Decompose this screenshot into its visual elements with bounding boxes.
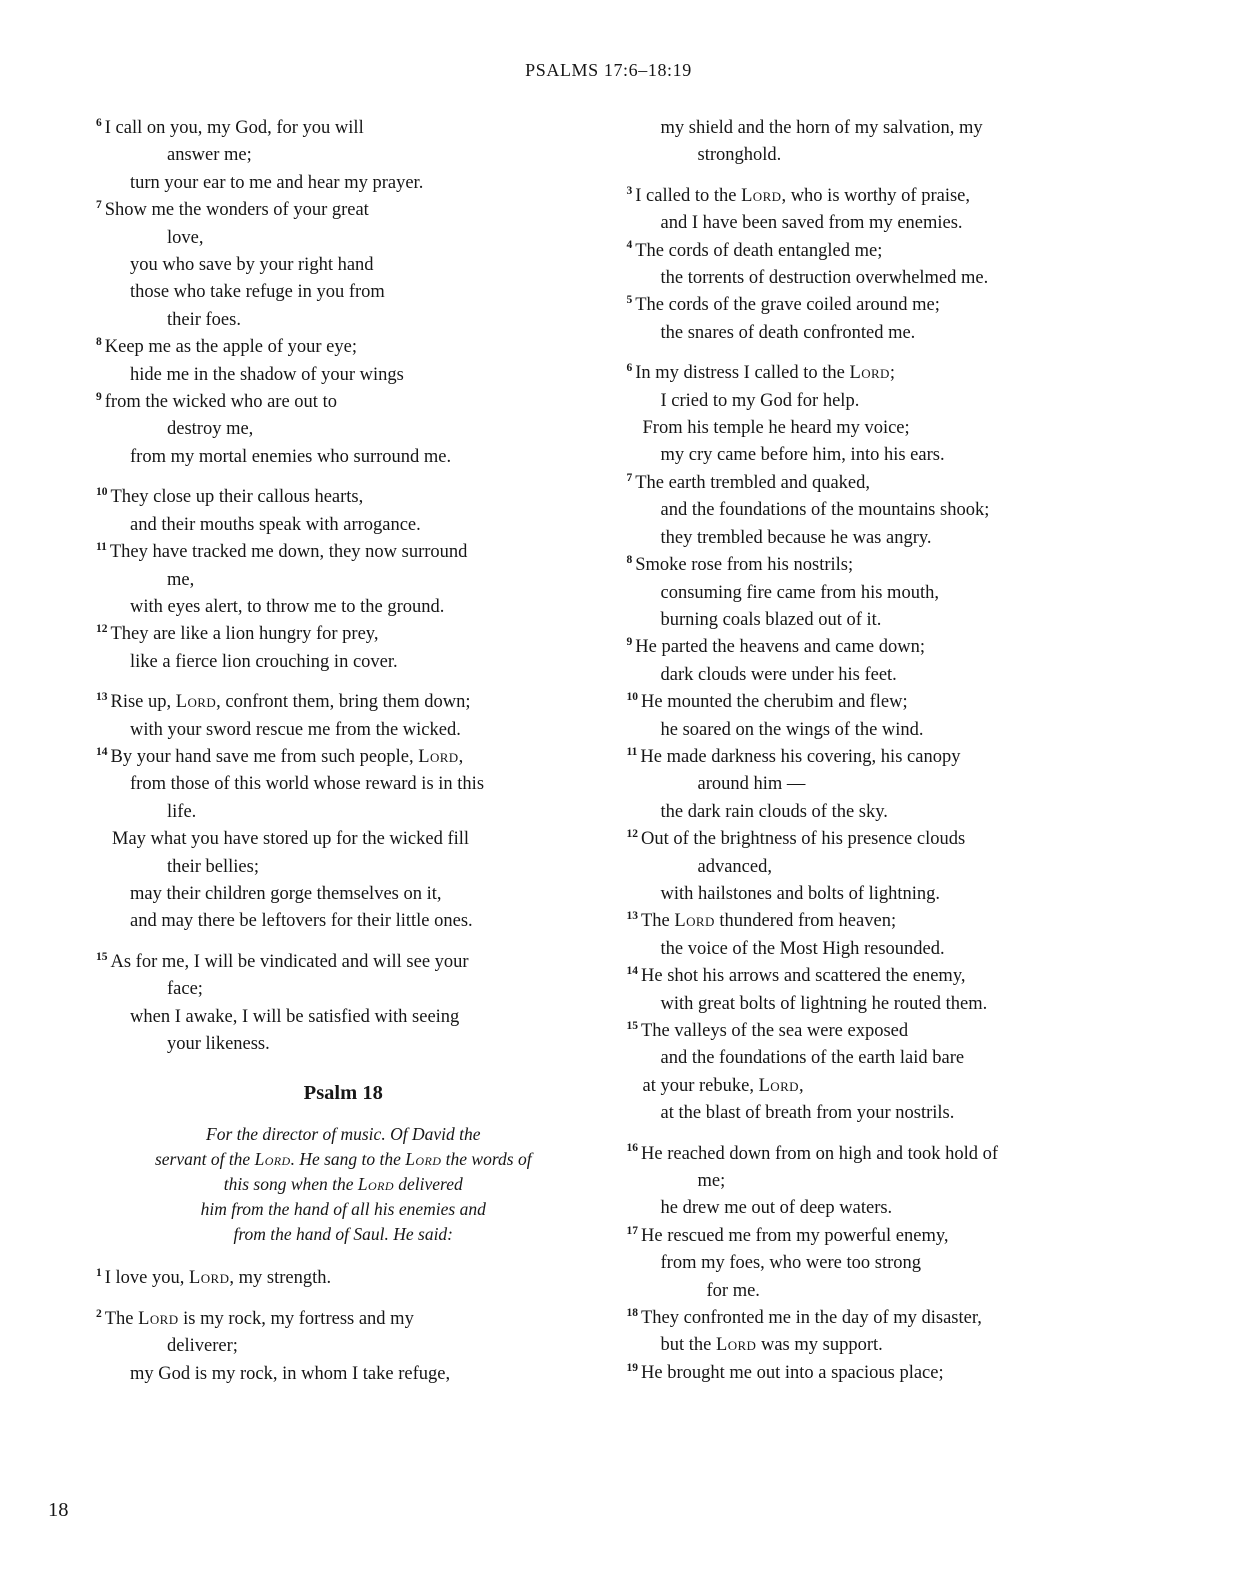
verse-number: 12	[96, 623, 108, 636]
verse-line: and the foundations of the mountains shook;	[660, 500, 990, 521]
stanza	[96, 689, 591, 936]
verse-line: the torrents of destruction overwhelmed me.	[660, 268, 989, 289]
stanza	[96, 1265, 591, 1292]
verse-number: 15	[626, 1019, 638, 1032]
verse-line: $^{12}$ They are like a lion hungry for prey,	[96, 623, 379, 645]
divine-name-small-caps: Lord	[758, 1075, 799, 1096]
verse-line: answer me;	[167, 145, 252, 166]
verse-line: $^{15}$ As for me, I will be vindicated and will see your	[96, 950, 469, 972]
verse-number: 8	[96, 336, 102, 349]
stanza	[96, 484, 591, 676]
verse-line: $^{16}$ He reached down from on high and took hold of	[626, 1142, 999, 1164]
verse-line: $^4$ The cords of death entangled me;	[626, 239, 883, 261]
verse-number: 5	[626, 294, 633, 307]
verse-number: 9	[626, 636, 633, 649]
verse-line: when I awake, I will be satisfied with seeing	[130, 1006, 460, 1027]
verse-line: $^{11}$ He made darkness his covering, his canopy	[626, 745, 961, 767]
divine-name-small-caps: Lord	[849, 363, 890, 384]
verse-line: their foes.	[167, 309, 241, 330]
verse-line: dark clouds were under his feet.	[660, 664, 897, 685]
verse-line: he drew me out of deep waters.	[660, 1198, 893, 1219]
verse-number: 7	[96, 199, 102, 212]
verse-line: at the blast of breath from your nostrils.	[660, 1103, 955, 1124]
verse-number: 12	[626, 828, 638, 840]
verse-line: $^5$ The cords of the grave coiled around me;	[626, 294, 940, 316]
verse-line: they trembled because he was angry.	[660, 527, 932, 548]
verse-line: you who save by your right hand	[130, 255, 374, 276]
stanza	[96, 1306, 591, 1388]
verse-line: $^6$ I call on you, my God, for you will	[96, 116, 364, 138]
divine-name-small-caps: Lord	[405, 1149, 442, 1170]
divine-name-small-caps: Lord	[418, 746, 459, 767]
verse-line: and I have been saved from my enemies.	[660, 213, 963, 234]
verse-line: $^{17}$ He rescued me from my powerful enemy,	[626, 1224, 949, 1246]
verse-line: deliverer;	[167, 1336, 238, 1357]
divine-name-small-caps: Lord	[254, 1149, 291, 1170]
verse-line: he soared on the wings of the wind.	[660, 719, 924, 740]
verse-number: 7	[626, 471, 633, 484]
verse-line: $^{10}$ They close up their callous hearts,	[96, 486, 364, 508]
verse-number: 11	[626, 745, 638, 758]
superscription-line: this song when the Lord delivered	[223, 1174, 463, 1195]
verse-number: 13	[626, 910, 638, 923]
divine-name-small-caps: Lord	[189, 1268, 230, 1289]
verse-line: at your rebuke, Lord,	[642, 1075, 804, 1096]
right-column	[627, 115, 1122, 1401]
verse-line: $^{10}$ He mounted the cherubim and flew;	[626, 690, 908, 713]
superscription-line: For the director of music. Of David the	[206, 1124, 481, 1145]
superscription-line: from the hand of Saul. He said:	[233, 1224, 454, 1245]
superscription-line: him from the hand of all his enemies and	[200, 1199, 486, 1220]
stanza	[627, 183, 1122, 347]
verse-line: my God is my rock, in whom I take refuge,	[130, 1363, 451, 1384]
divine-name-small-caps: Lord	[138, 1308, 179, 1329]
verse-line: May what you have stored up for the wicked fill	[112, 829, 470, 850]
page-number: 18	[48, 1499, 69, 1521]
verse-line: $^{18}$ They confronted me in the day of my disaster,	[626, 1306, 982, 1329]
verse-number: 14	[626, 965, 638, 978]
verse-line: $^6$ In my distress I called to the Lord;	[626, 362, 895, 384]
verse-line: $^{13}$ The Lord thundered from heaven;	[626, 910, 897, 932]
verse-line: your likeness.	[167, 1034, 270, 1054]
verse-number: 13	[96, 690, 108, 703]
verse-line: $^{13}$ Rise up, Lord, confront them, bring them down;	[96, 690, 471, 713]
stanza	[627, 360, 1122, 1127]
verse-line: $^{14}$ He shot his arrows and scattered the enemy,	[626, 965, 966, 987]
divine-name-small-caps: Lord	[716, 1335, 757, 1356]
verse-number: 16	[626, 1142, 638, 1155]
verse-number: 18	[626, 1306, 638, 1319]
verse-line: $^1$ I love you, Lord, my strength.	[96, 1267, 332, 1289]
verse-line: $^8$ Smoke rose from his nostrils;	[626, 553, 854, 576]
verse-line: $^{12}$ Out of the brightness of his presence clouds	[626, 828, 966, 850]
stanza	[627, 1141, 1122, 1388]
verse-line: turn your ear to me and hear my prayer.	[130, 172, 424, 193]
verse-number: 2	[96, 1307, 102, 1320]
verse-line: hide me in the shadow of your wings	[130, 364, 404, 385]
verse-line: those who take refuge in you from	[130, 282, 385, 303]
verse-line: the dark rain clouds of the sky.	[660, 801, 888, 822]
divine-name-small-caps: Lord	[741, 185, 782, 206]
verse-line: around him —	[697, 774, 806, 795]
verse-line: $^{15}$ The valleys of the sea were exposed	[626, 1019, 909, 1041]
verse-line: $^8$ Keep me as the apple of your eye;	[96, 336, 357, 358]
verse-line: with hailstones and bolts of lightning.	[660, 883, 941, 904]
verse-line: $^7$ The earth trembled and quaked,	[626, 471, 870, 493]
verse-line: burning coals blazed out of it.	[660, 609, 882, 630]
verse-line: $^{14}$ By your hand save me from such people, Lord,	[96, 745, 464, 767]
verse-line: from my foes, who were too strong	[660, 1253, 921, 1274]
psalm-superscription	[96, 1122, 591, 1247]
verse-line: destroy me,	[167, 419, 254, 440]
verse-line: their bellies;	[167, 856, 259, 877]
text-columns	[96, 115, 1121, 1401]
verse-line: life.	[167, 801, 197, 822]
psalm-heading: Psalm 18	[303, 1082, 383, 1105]
verse-line: From his temple he heard my voice;	[642, 418, 910, 439]
verse-number: 15	[96, 950, 108, 963]
verse-number: 1	[96, 1267, 102, 1280]
verse-line: me,	[167, 569, 195, 590]
verse-number: 4	[626, 239, 633, 252]
verse-line: like a fierce lion crouching in cover.	[130, 651, 398, 672]
verse-line: for me.	[706, 1280, 760, 1301]
stanza	[96, 949, 591, 1059]
running-head: PSALMS 17:6–18:19	[525, 60, 692, 80]
verse-line: the voice of the Most High resounded.	[660, 938, 945, 959]
verse-number: 14	[96, 745, 108, 758]
stanza	[96, 115, 591, 471]
verse-line: with great bolts of lightning he routed them.	[660, 993, 988, 1014]
verse-number: 10	[626, 690, 638, 703]
divine-name-small-caps: Lord	[357, 1174, 394, 1195]
verse-line: I cried to my God for help.	[660, 390, 860, 411]
verse-line: $^7$ Show me the wonders of your great	[96, 199, 369, 221]
verse-line: may their children gorge themselves on it,	[130, 883, 442, 904]
divine-name-small-caps: Lord	[175, 692, 217, 713]
verse-line: with your sword rescue me from the wicked.	[130, 719, 461, 740]
verse-line: my cry came before him, into his ears.	[660, 445, 945, 466]
verse-line: love,	[167, 227, 204, 248]
stanza	[627, 115, 1122, 170]
verse-number: 6	[626, 362, 633, 375]
verse-line: from those of this world whose reward is in this	[130, 774, 485, 795]
verse-number: 8	[626, 553, 633, 566]
verse-number: 9	[96, 390, 102, 403]
verse-number: 17	[626, 1224, 638, 1237]
verse-line: stronghold.	[697, 145, 782, 166]
verse-line: and their mouths speak with arrogance.	[130, 514, 421, 535]
verse-number: 6	[96, 116, 102, 129]
verse-line: $^{19}$ He brought me out into a spacious place;	[626, 1361, 944, 1383]
verse-line: the snares of death confronted me.	[660, 322, 916, 343]
superscription-line: servant of the Lord. He sang to the Lord the words of	[154, 1149, 532, 1170]
verse-number: 10	[96, 486, 108, 499]
verse-line: $^{11}$ They have tracked me down, they now surround	[96, 540, 468, 563]
verse-line: with eyes alert, to throw me to the ground.	[130, 596, 445, 617]
verse-line: consuming fire came from his mouth,	[660, 582, 939, 603]
verse-line: advanced,	[697, 856, 772, 877]
verse-line: $^9$ from the wicked who are out to	[96, 390, 337, 413]
divine-name-small-caps: Lord	[674, 911, 715, 932]
verse-line: me;	[697, 1171, 726, 1192]
verse-line: and the foundations of the earth laid bare	[660, 1048, 965, 1069]
verse-line: my shield and the horn of my salvation, my	[660, 118, 983, 138]
verse-number: 3	[626, 184, 633, 197]
left-column	[96, 115, 591, 1401]
verse-line: from my mortal enemies who surround me.	[130, 446, 452, 467]
verse-line: but the Lord was my support.	[660, 1335, 883, 1356]
verse-line: and may there be leftovers for their little ones.	[130, 911, 473, 932]
verse-line: $^9$ He parted the heavens and came down;	[626, 636, 925, 658]
verse-line: $^3$ I called to the Lord, who is worthy of praise,	[626, 184, 971, 206]
verse-line: $^2$ The Lord is my rock, my fortress and my	[96, 1307, 414, 1329]
verse-number: 11	[96, 540, 107, 553]
verse-line: face;	[167, 979, 203, 1000]
verse-number: 19	[626, 1361, 638, 1374]
